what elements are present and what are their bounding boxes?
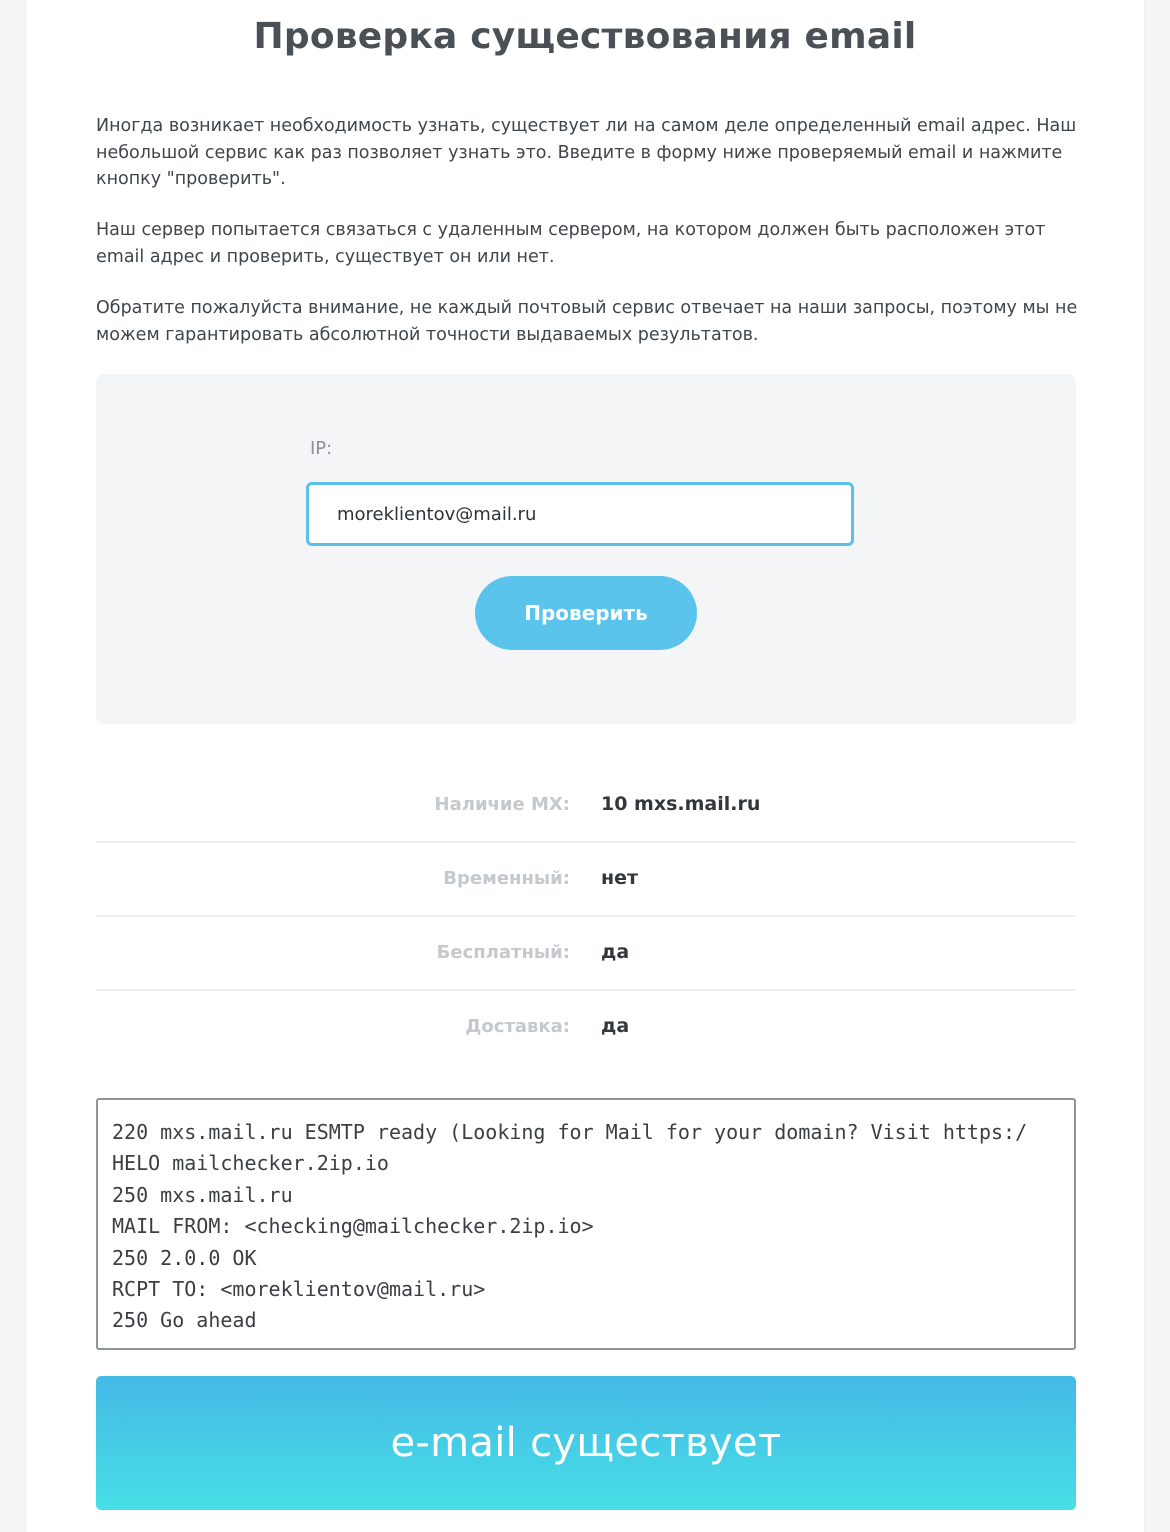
result-row-mx — [96, 769, 1076, 843]
result-value: да — [601, 1015, 630, 1037]
result-row-free — [96, 917, 1076, 991]
page-title: Проверка существования email — [253, 16, 917, 57]
result-value: нет — [601, 867, 639, 889]
result-label: Временный: — [443, 868, 570, 889]
email-field-label: IP: — [310, 438, 333, 459]
result-label: Наличие MX: — [434, 794, 570, 815]
result-row-delivery — [96, 991, 1076, 1065]
intro-paragraph-3: Обратите пожалуйста внимание, не каждый почтовый сервис отвечает на наши запросы, поэтому мы не можем гарантировать абсолютной точности выдаваемых результатов. — [96, 298, 1078, 345]
log-line: 250 Go ahead — [112, 1308, 257, 1333]
result-label: Доставка: — [465, 1016, 570, 1037]
log-line: 250 2.0.0 OK — [112, 1245, 257, 1270]
intro-paragraph-2: Наш сервер попытается связаться с удаленным сервером, на котором должен быть расположен этот email адрес и проверить, существует он или нет. — [96, 220, 1046, 267]
email-input[interactable] — [306, 482, 854, 546]
smtp-log-textarea[interactable] — [96, 1098, 1076, 1350]
page-container — [25, 0, 1145, 1532]
result-value: да — [601, 941, 630, 963]
log-line: 220 mxs.mail.ru ESMTP ready (Looking for Mail for your domain? Visit https:/ — [112, 1120, 1028, 1144]
results-table — [96, 769, 1076, 1065]
log-line: RCPT TO: <moreklientov@mail.ru> — [112, 1277, 486, 1302]
status-banner: e-mail существует — [96, 1376, 1076, 1510]
check-button[interactable]: Проверить — [475, 576, 697, 650]
check-form — [96, 374, 1076, 724]
result-row-temporary — [96, 843, 1076, 917]
log-line: MAIL FROM: <checking@mailchecker.2ip.io> — [112, 1214, 594, 1239]
log-line: HELO mailchecker.2ip.io — [112, 1151, 389, 1176]
intro-paragraph-1: Иногда возникает необходимость узнать, существует ли на самом деле определенный email адрес. Наш небольшой сервис как раз позволяет узнать это. Введите в форму ниже проверяемый email и нажмите кнопку "проверить". — [96, 116, 1077, 189]
result-value: 10 mxs.mail.ru — [601, 793, 761, 815]
log-line: 250 mxs.mail.ru — [112, 1182, 293, 1207]
result-label: Бесплатный: — [436, 942, 570, 963]
